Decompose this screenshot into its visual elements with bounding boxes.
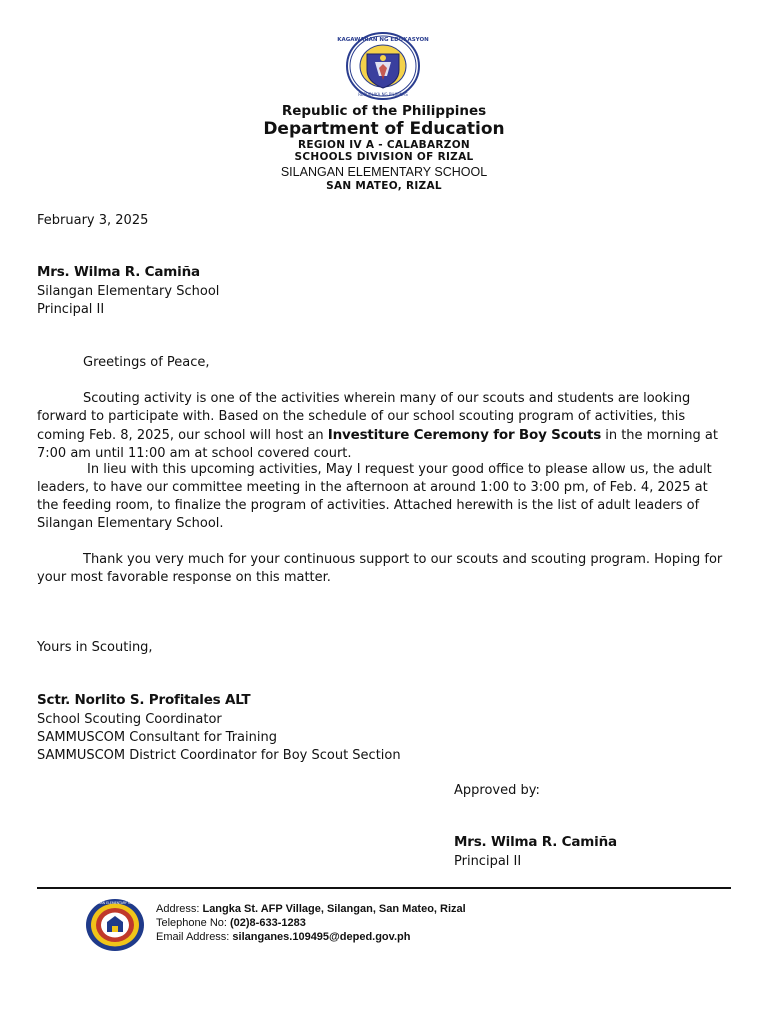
recipient-school: Silangan Elementary School	[37, 284, 220, 299]
closing: Yours in Scouting,	[37, 640, 153, 655]
sender-title-1: School Scouting Coordinator	[37, 712, 222, 727]
approved-by-label: Approved by:	[454, 783, 540, 798]
paragraph-1	[37, 390, 733, 463]
approver-name: Mrs. Wilma R. Camiña	[454, 834, 617, 850]
event-name: Investiture Ceremony for Boy Scouts	[327, 427, 602, 443]
paragraph-1-text-a: Scouting activity is one of the activities wherein many of our scouts and students are looking forward to participate with. Based on the schedule of our school scouting program of activities, this coming Feb. 8, 2025, our school will host an	[37, 391, 691, 443]
seal-text-bottom: REPUBLIKA NG PILIPINAS	[358, 92, 408, 97]
sender-title-3: SAMMUSCOM District Coordinator for Boy Scout Section	[37, 748, 401, 763]
footer-phone	[156, 916, 306, 931]
footer-divider	[37, 887, 731, 889]
department-heading: Department of Education	[263, 119, 505, 139]
footer-email	[156, 930, 410, 945]
region-heading: REGION IV A - CALABARZON	[297, 139, 471, 151]
paragraph-2: In lieu with this upcoming activities, May I request your good office to please allow us, the adult leaders, to have our committee meeting in the afternoon at around 1:00 to 3:00 pm, of Feb. 4, 2025 at the feeding room, to finalize the program of activities. Attached herewith is the list of adult leaders of Silangan Elementary School.	[37, 462, 712, 531]
recipient-position: Principal II	[37, 302, 105, 317]
republic-heading: Republic of the Philippines	[281, 103, 487, 119]
approver-position: Principal II	[454, 854, 522, 869]
letter-date: February 3, 2025	[37, 213, 149, 228]
email-label: Email Address:	[156, 931, 233, 943]
paragraph-1-text-b: in the morning at 7:00 am until 11:00 am at school covered court.	[37, 428, 718, 461]
address-label: Address:	[156, 903, 203, 915]
paragraph-3: Thank you very much for your continuous support to our scouts and scouting program. Hoping for your most favorable response on this matter.	[37, 552, 723, 585]
recipient-name: Mrs. Wilma R. Camiña	[37, 264, 200, 280]
phone-label: Telephone No:	[156, 917, 230, 929]
school-logo-text: SILANGAN ELEMENTARY SCHOOL	[88, 901, 142, 905]
school-logo	[85, 898, 145, 952]
seal-text-top: KAGAWARAN NG EDUKASYON	[337, 37, 429, 43]
email-value: silanganes.109495@deped.gov.ph	[232, 931, 411, 943]
location-heading: SAN MATEO, RIZAL	[326, 180, 442, 192]
sender-title-2: SAMMUSCOM Consultant for Training	[37, 730, 277, 745]
deped-seal-logo	[337, 32, 429, 100]
school-heading: SILANGAN ELEMENTARY SCHOOL	[280, 165, 488, 179]
sender-name: Sctr. Norlito S. Profitales ALT	[37, 692, 251, 708]
phone-value: (02)8-633-1283	[230, 917, 306, 929]
address-value: Langka St. AFP Village, Silangan, San Mateo, Rizal	[202, 903, 466, 915]
greeting: Greetings of Peace,	[83, 355, 210, 370]
footer-address	[156, 902, 466, 917]
division-heading: SCHOOLS DIVISION OF RIZAL	[294, 151, 474, 163]
